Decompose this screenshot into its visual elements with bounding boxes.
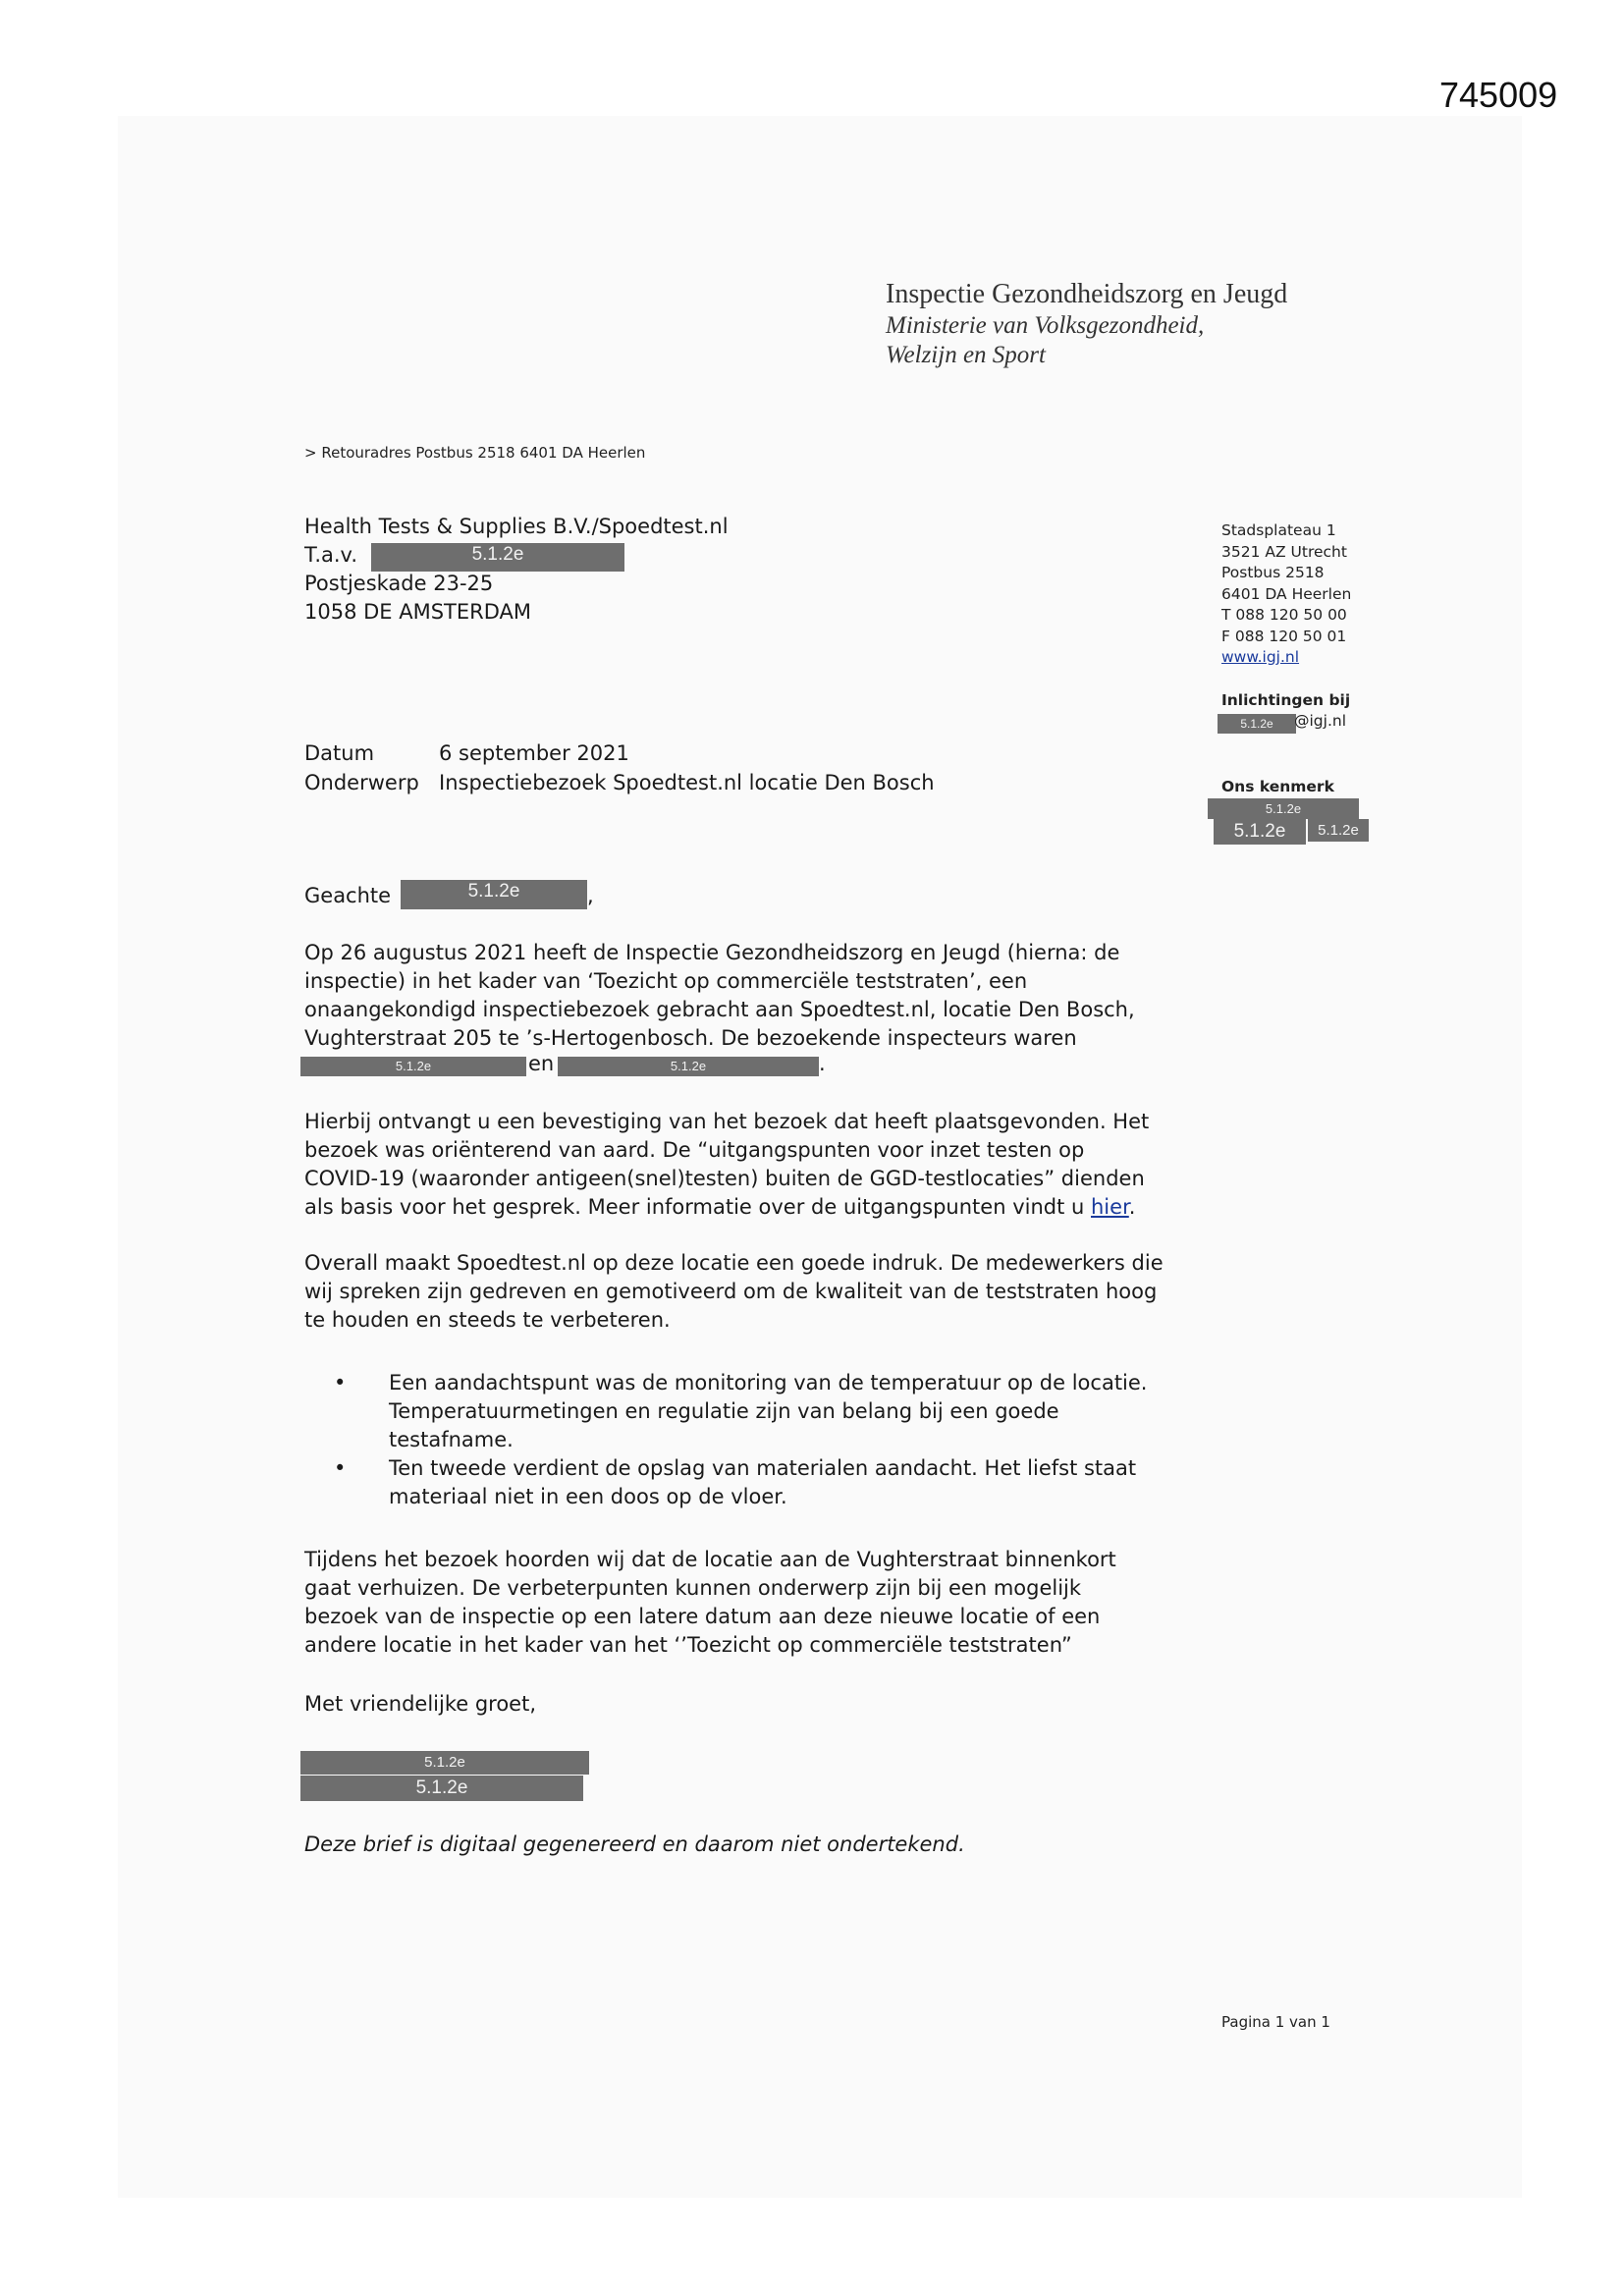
redaction-box: 5.1.2e [371,543,624,572]
paragraph-line: onaangekondigd inspectiebezoek gebracht aan Spoedtest.nl, locatie Den Bosch, [304,998,1135,1021]
paragraph-line: Vughterstraat 205 te ’s-Hertogenbosch. De bezoekende inspecteurs waren [304,1026,1077,1050]
paragraph-line: andere locatie in het kader van het ‘’Toezicht op commerciële teststraten” [304,1633,1072,1657]
digital-note: Deze brief is digitaal gegenereerd en daarom niet ondertekend. [304,1832,965,1856]
salutation: Geachte [304,884,392,907]
paragraph-1-end: . [819,1052,826,1075]
paragraph-line: bezoek was oriënterend van aard. De “uitgangspunten voor inzet testen op [304,1138,1085,1162]
recipient-city: 1058 DE AMSTERDAM [304,600,532,624]
redaction-box: 5.1.2e [300,1776,583,1801]
info-label: Inlichtingen bij [1221,691,1351,709]
paragraph-4 [304,1546,1208,1660]
list-item-line: materiaal niet in een doos op de vloer. [389,1485,787,1508]
redaction-box: 5.1.2e [1208,798,1359,819]
date-label: Datum [304,741,375,765]
reference-label: Ons kenmerk [1221,778,1334,795]
redaction-box: 5.1.2e [1214,819,1306,845]
closing: Met vriendelijke groet, [304,1692,537,1716]
email-suffix: @igj.nl [1294,712,1347,730]
list-item [334,1454,1198,1511]
paragraph-2 [304,1108,1208,1222]
ministry-line-1: Ministerie van Volksgezondheid, [886,312,1205,339]
paragraph-line: wij spreken zijn gedreven en gemotiveerd om de kwaliteit van de teststraten hoog [304,1280,1158,1303]
bullet-icon: • [334,1456,347,1480]
list-item-line: testafname. [389,1428,514,1451]
recipient-attn-label: T.a.v. [304,543,358,567]
sender-line: 6401 DA Heerlen [1221,584,1352,603]
paragraph-line [304,1193,1208,1222]
redaction-box: 5.1.2e [401,880,587,909]
sender-address-block [1221,520,1351,669]
list-item-line: Temperatuurmetingen en regulatie zijn van belang bij een goede [389,1399,1059,1423]
paragraph-3 [304,1249,1208,1335]
paragraph-line: COVID-19 (waaronder antigeen(snel)testen) buiten de GGD-testlocaties” dienden [304,1167,1145,1190]
bullet-icon: • [334,1371,347,1394]
paragraph-line: Tijdens het bezoek hoorden wij dat de locatie aan de Vughterstraat binnenkort [304,1548,1116,1571]
paragraph-text: als basis voor het gesprek. Meer informatie over de uitgangspunten vindt u [304,1195,1085,1219]
redaction-box: 5.1.2e [1218,714,1296,734]
recipient-company: Health Tests & Supplies B.V./Spoedtest.nl [304,515,729,538]
org-name: Inspectie Gezondheidszorg en Jeugd [886,279,1288,309]
sender-line: 3521 AZ Utrecht [1221,542,1347,561]
website-link[interactable]: www.igj.nl [1221,648,1300,666]
redaction-box: 5.1.2e [300,1751,589,1775]
paragraph-line: inspectie) in het kader van ‘Toezicht op commerciële teststraten’, een [304,969,1028,993]
paragraph-line: gaat verhuizen. De verbeterpunten kunnen onderwerp zijn bij een mogelijk [304,1576,1082,1600]
recipient-street: Postjeskade 23-25 [304,572,494,595]
return-address: > Retouradres Postbus 2518 6401 DA Heerlen [304,444,646,462]
sender-phone: T 088 120 50 00 [1221,606,1347,624]
paragraph-line: Overall maakt Spoedtest.nl op deze locatie een goede indruk. De medewerkers die [304,1251,1164,1275]
paragraph-1 [304,939,1208,1053]
salutation-comma: , [587,884,594,907]
sender-fax: F 088 120 50 01 [1221,627,1347,645]
list-item [334,1369,1198,1454]
document-number: 745009 [1439,75,1558,115]
paragraph-line: bezoek van de inspectie op een latere datum aan deze nieuwe locatie of een [304,1605,1101,1628]
subject-value: Inspectiebezoek Spoedtest.nl locatie Den Bosch [439,771,935,794]
bullet-list [334,1369,1198,1511]
sender-line: Stadsplateau 1 [1221,521,1336,539]
sender-line: Postbus 2518 [1221,564,1325,581]
date-value: 6 september 2021 [439,741,629,765]
page-footer: Pagina 1 van 1 [1221,2013,1330,2031]
paragraph-text: . [1128,1195,1136,1219]
redaction-box: 5.1.2e [558,1057,819,1076]
paragraph-line: Hierbij ontvangt u een bevestiging van het bezoek dat heeft plaatsgevonden. Het [304,1110,1150,1133]
redaction-box: 5.1.2e [1308,819,1369,842]
redaction-box: 5.1.2e [300,1057,526,1076]
list-item-line: Ten tweede verdient de opslag van materialen aandacht. Het liefst staat [389,1456,1137,1480]
inspectors-and: en [528,1052,555,1075]
paragraph-line: te houden en steeds te verbeteren. [304,1308,671,1332]
subject-label: Onderwerp [304,771,419,794]
hier-link[interactable]: hier [1091,1195,1129,1219]
paragraph-line: Op 26 augustus 2021 heeft de Inspectie Gezondheidszorg en Jeugd (hierna: de [304,941,1120,964]
ministry-line-2: Welzijn en Sport [886,342,1046,368]
list-item-line: Een aandachtspunt was de monitoring van de temperatuur op de locatie. [389,1371,1148,1394]
